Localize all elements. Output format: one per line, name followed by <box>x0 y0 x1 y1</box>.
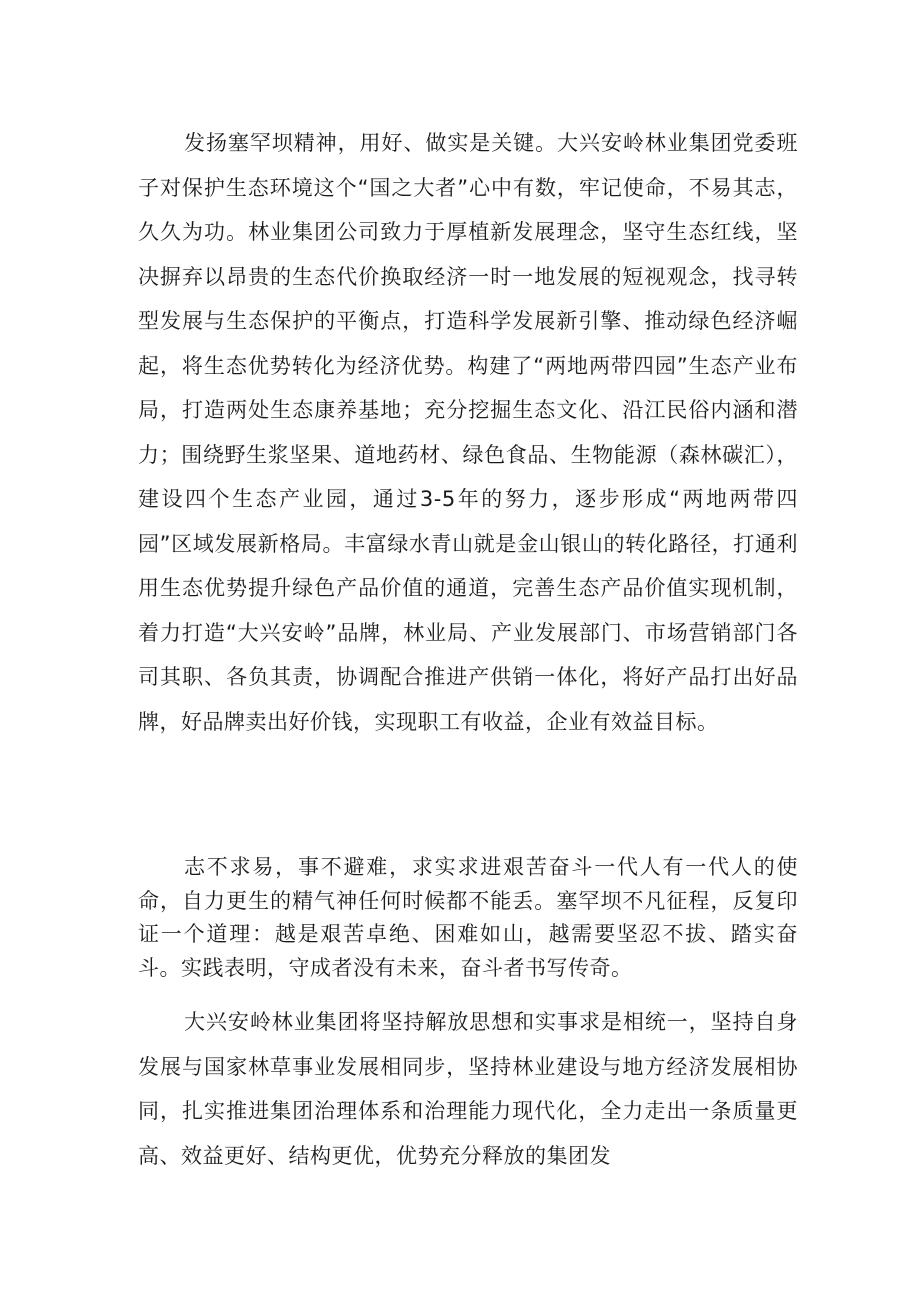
paragraph-2: 志不求易，事不避难，求实求进艰苦奋斗一代人有一代人的使命，自力更生的精气神任何时候都不能丢。塞罕坝不凡征程，反复印证一个道理：越是艰苦卓绝、困难如山，越需要坚忍不拔、踏实奋斗。实践表明，守成者没有未来，奋斗者书写传奇。 <box>138 855 798 980</box>
paragraph-1: 发扬塞罕坝精神，用好、做实是关键。大兴安岭林业集团党委班子对保护生态环境这个“国之大者”心中有数，牢记使命，不易其志，久久为功。林业集团公司致力于厚植新发展理念，坚守生态红线，坚决摒弃以昂贵的生态代价换取经济一时一地发展的短视观念，找寻转型发展与生态保护的平衡点，打造科学发展新引擎、推动绿色经济崛起，将生态优势转化为经济优势。构建了“两地两带四园”生态产业布局，打造两处生态康养基地；充分挖掘生态文化、沿江民俗内涵和潜力；围绕野生浆坚果、道地药材、绿色食品、生物能源（森林碳汇），建设四个生态产业园，通过3-5年的努力，逐步形成“两地两带四园”区域发展新格局。丰富绿水青山就是金山银山的转化路径，打通利用生态优势提升绿色产品价值的通道，完善生态产品价值实现机制，着力打造“大兴安岭”品牌，林业局、产业发展部门、市场营销部门各司其职、各负其责，协调配合推进产供销一体化，将好产品打出好品牌，好品牌卖出好价钱，实现职工有收益，企业有效益目标。 <box>138 131 798 734</box>
paragraph-3: 大兴安岭林业集团将坚持解放思想和实事求是相统一，坚持自身发展与国家林草事业发展相同步，坚持林业建设与地方经济发展相协同，扎实推进集团治理体系和治理能力现代化，全力走出一条质量更高、效益更好、结构更优，优势充分释放的集团发 <box>138 1010 798 1168</box>
